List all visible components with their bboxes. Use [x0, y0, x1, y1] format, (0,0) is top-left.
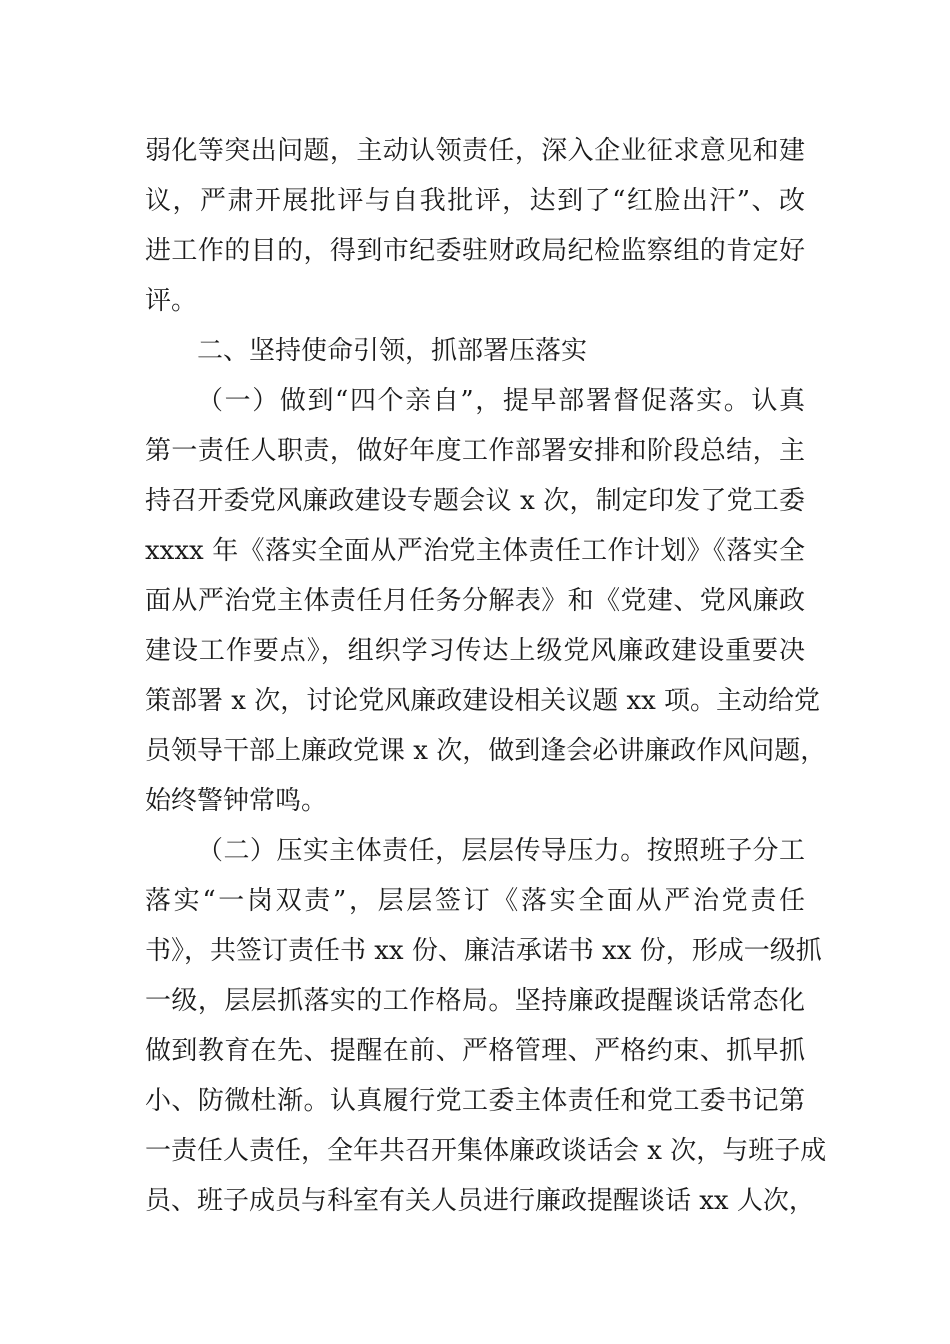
body-text-line: （二）压实主体责任，层层传导压力。按照班子分工 — [197, 836, 805, 866]
body-text-line: 面从严治党主体责任月任务分解表》和《党建、党风廉政 — [145, 586, 805, 616]
body-text-line: 进工作的目的，得到市纪委驻财政局纪检监察组的肯定好 — [145, 236, 805, 266]
body-text-line: 做到教育在先、提醒在前、严格管理、严格约束、抓早抓 — [145, 1036, 805, 1066]
body-text-line: 落实“一岗双责”，层层签订《落实全面从严治党责任 — [145, 886, 805, 916]
body-text-line: 书》，共签订责任书 xx 份、廉洁承诺书 xx 份，形成一级抓 — [145, 936, 822, 966]
body-text-line: 始终警钟常鸣。 — [145, 786, 328, 816]
body-text-line: 员领导干部上廉政党课 x 次，做到逢会必讲廉政作风问题， — [145, 736, 827, 766]
section-heading: 二、坚持使命引领，抓部署压落实 — [197, 336, 588, 366]
body-text-line: xxxx 年《落实全面从严治党主体责任工作计划》《落实全 — [145, 536, 805, 566]
body-text-line: 弱化等突出问题，主动认领责任，深入企业征求意见和建 — [145, 136, 805, 166]
body-text-line: 一级，层层抓落实的工作格局。坚持廉政提醒谈话常态化 — [145, 986, 805, 1016]
body-text-line: 议，严肃开展批评与自我批评，达到了“红脸出汗”、改 — [145, 186, 805, 216]
body-text-line: 一责任人责任，全年共召开集体廉政谈话会 x 次，与班子成 — [145, 1136, 827, 1166]
body-text-line: 第一责任人职责，做好年度工作部署安排和阶段总结，主 — [145, 436, 805, 466]
body-text-line: 小、防微杜渐。认真履行党工委主体责任和党工委书记第 — [145, 1086, 805, 1116]
body-text-line: 评。 — [145, 286, 198, 316]
body-text-line: （一）做到“四个亲自”，提早部署督促落实。认真 — [197, 386, 805, 416]
body-text-line: 建设工作要点》，组织学习传达上级党风廉政建设重要决 — [145, 636, 805, 666]
body-text-line: 持召开委党风廉政建设专题会议 x 次，制定印发了党工委 — [145, 486, 805, 516]
body-text-line: 策部署 x 次，讨论党风廉政建设相关议题 xx 项。主动给党 — [145, 686, 821, 716]
body-text-line: 员、班子成员与科室有关人员进行廉政提醒谈话 xx 人次， — [145, 1186, 815, 1216]
